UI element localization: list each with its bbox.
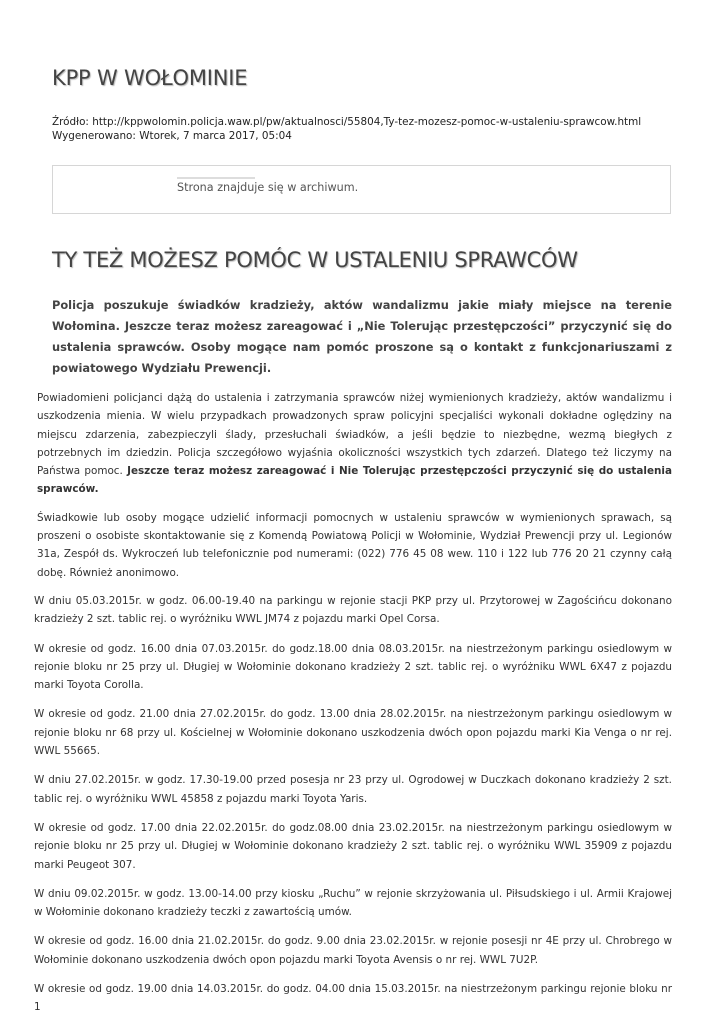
event-paragraph: W dniu 05.03.2015r. w godz. 06.00-19.40 na parkingu w rejonie stacji PKP przy ul. Przytorowej w Zagościńcu dokonano kradzieży 2 szt. tablic rej. o wyróżniku WWL JM74 z pojazdu marki Opel Corsa. bbox=[34, 594, 672, 626]
event-paragraph: W okresie od godz. 16.00 dnia 21.02.2015r. do godz. 9.00 dnia 23.02.2015r. w rejonie posesji nr 4E przy ul. Chrobrego w Wołominie dokonano uszkodzenia dwóch opon pojazdu marki Toyota Avensis o nr rej. WWL 7U2P. bbox=[34, 935, 672, 966]
archive-notice-box bbox=[52, 165, 671, 214]
article-body bbox=[34, 389, 672, 1028]
article-title: TY TEŻ MOŻESZ POMÓC W USTALENIU SPRAWCÓW bbox=[52, 248, 578, 272]
event-paragraph: W dniu 09.02.2015r. w godz. 13.00-14.00 przy kiosku „Ruchu” w rejonie skrzyżowania ul. Piłsudskiego i ul. Armii Krajowej w Wołominie dokonano kradzieży teczki z zawartością umów. bbox=[34, 887, 672, 919]
archive-notice-text: Strona znajduje się w archiwum. bbox=[177, 181, 359, 194]
intro-paragraph bbox=[37, 389, 672, 499]
archive-divider bbox=[177, 177, 255, 179]
event-paragraph: W okresie od godz. 17.00 dnia 22.02.2015r. do godz.08.00 dnia 23.02.2015r. na niestrzeżonym parkingu osiedlowym w rejonie bloku nr 25 przy ul. Długiej w Wołominie dokonano kradzieży 2 szt. tablic rej. o wyróżniku WWL 35909 z pojazdu marki Peugeot 307. bbox=[34, 821, 672, 871]
intro-bold-text: Jeszcze teraz możesz zareagować i Nie Tolerując przestępczości przyczynić się do ustalenia sprawców. bbox=[37, 465, 672, 496]
event-paragraph: W okresie od godz. 16.00 dnia 07.03.2015r. do godz.18.00 dnia 08.03.2015r. na niestrzeżonym parkingu osiedlowym w rejonie bloku nr 25 przy ul. Długiej w Wołominie dokonano kradzieży 2 szt. tablic rej. o wyróżniku WWL 6X47 z pojazdu marki Toyota Corolla. bbox=[34, 642, 672, 692]
intro-text: Powiadomieni policjanci dążą do ustalenia i zatrzymania sprawców niżej wymienionych kradzieży, aktów wandalizmu i uszkodzenia mienia. W wielu przypadkach prowadzonych spraw policyjni specjaliści wykonali dokładne oględziny na miejscu zdarzenia, zabezpieczyli ślady, przesłuchali świadków, a jeśli będzie to niezbędne, wezmą biegłych z potrzebnych im dziedzin. Policja szczegółowo wyjaśnia okoliczności wszystkich tych zdarzeń. Dlatego też liczymy na Państwa pomoc. bbox=[37, 392, 672, 478]
contact-paragraph: Świadkowie lub osoby mogące udzielić informacji pomocnych w ustaleniu sprawców w wymienionych sprawach, są proszeni o osobiste skontaktowanie się z Komendą Powiatową Policji w Wołominie, Wydział Prewencji przy ul. Legionów 31a, Zespół ds. Wykroczeń lub telefonicznie pod numerami: (022) 776 45 08 wew. 110 i 122 lub 776 20 21 czynny całą dobę. Również anonimowo. bbox=[37, 511, 672, 579]
article-lead: Policja poszukuje świadków kradzieży, aktów wandalizmu jakie miały miejsce na terenie Wołomina. Jeszcze teraz możesz zareagować i „Nie Tolerując przestępczości” przyczynić się do ustalenia sprawców. Osoby mogące nam pomóc proszone są o kontakt z funkcjonariuszami z powiatowego Wydziału Prewencji. bbox=[52, 298, 672, 375]
document-meta bbox=[52, 115, 641, 143]
generated-date-line: Wygenerowano: Wtorek, 7 marca 2017, 05:04 bbox=[52, 130, 292, 142]
event-paragraph: W okresie od godz. 19.00 dnia 14.03.2015r. do godz. 04.00 dnia 15.03.2015r. na niestrzeżonym parkingu rejonie bloku nr 1 bbox=[34, 983, 672, 1014]
source-url-line: Źródło: http://kppwolomin.policja.waw.pl/pw/aktualnosci/55804,Ty-tez-mozesz-pomoc-w-ustaleniu-sprawcow.html bbox=[52, 116, 642, 128]
event-paragraph: W okresie od godz. 21.00 dnia 27.02.2015r. do godz. 13.00 dnia 28.02.2015r. na niestrzeżonym parkingu osiedlowym w rejonie bloku nr 68 przy ul. Kościelnej w Wołominie dokonano uszkodzenia dwóch opon pojazdu marki Kia Venga o nr rej. WWL 55665. bbox=[34, 708, 672, 758]
site-title: KPP W WOŁOMINIE bbox=[52, 66, 248, 90]
event-paragraph: W dniu 27.02.2015r. w godz. 17.30-19.00 przed posesja nr 23 przy ul. Ogrodowej w Duczkach dokonano kradzieży 2 szt. tablic rej. o wyróżniku WWL 45858 z pojazdu marki Toyota Yaris. bbox=[34, 774, 672, 805]
